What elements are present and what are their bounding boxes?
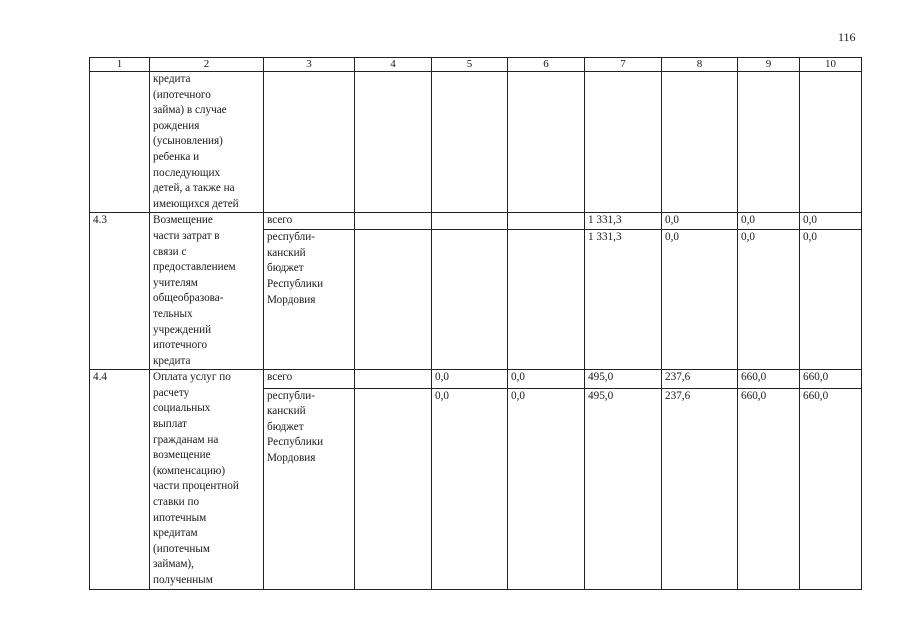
value-cell: 0,0 xyxy=(432,370,508,388)
value-cell: 660,0 xyxy=(800,388,862,589)
value-cell: 495,0 xyxy=(585,370,662,388)
value-cell xyxy=(432,213,508,230)
funding-source-cell: всего xyxy=(264,213,355,230)
empty-cell xyxy=(738,72,800,213)
value-cell: 495,0 xyxy=(585,388,662,589)
empty-cell xyxy=(432,72,508,213)
empty-cell xyxy=(264,72,355,213)
column-number-row xyxy=(90,58,862,72)
value-cell: 0,0 xyxy=(432,388,508,589)
value-cell: 660,0 xyxy=(738,388,800,589)
column-header: 4 xyxy=(355,58,432,72)
value-cell: 660,0 xyxy=(738,370,800,388)
column-header: 7 xyxy=(585,58,662,72)
table-row-4-4-total xyxy=(90,370,862,388)
value-cell xyxy=(355,370,432,388)
funding-source-cell: всего xyxy=(264,370,355,388)
value-cell: 0,0 xyxy=(738,213,800,230)
value-cell: 237,6 xyxy=(662,370,738,388)
column-header: 2 xyxy=(150,58,264,72)
empty-cell xyxy=(585,72,662,213)
value-cell: 0,0 xyxy=(508,370,585,388)
column-header: 9 xyxy=(738,58,800,72)
value-cell xyxy=(432,230,508,370)
value-cell: 0,0 xyxy=(662,230,738,370)
item-description-cell: кредита (ипотечного займа) в случае рождения (усыновления) ребенка и последующих детей, а также на имеющихся детей xyxy=(150,72,264,213)
item-number-cell: 4.3 xyxy=(90,213,150,370)
table-row-4-3-total xyxy=(90,213,862,230)
value-cell: 1 331,3 xyxy=(585,230,662,370)
value-cell: 0,0 xyxy=(800,230,862,370)
value-cell xyxy=(355,230,432,370)
value-cell xyxy=(508,230,585,370)
budget-table xyxy=(89,57,862,590)
value-cell: 660,0 xyxy=(800,370,862,388)
column-header: 10 xyxy=(800,58,862,72)
empty-cell xyxy=(355,72,432,213)
empty-cell xyxy=(800,72,862,213)
value-cell: 237,6 xyxy=(662,388,738,589)
column-header: 1 xyxy=(90,58,150,72)
funding-source-cell: республи- канский бюджет Республики Мордовия xyxy=(264,388,355,589)
value-cell: 0,0 xyxy=(800,213,862,230)
column-header: 6 xyxy=(508,58,585,72)
value-cell xyxy=(355,388,432,589)
item-description-cell: Оплата услуг по расчету социальных выплат гражданам на возмещение (компенсацию) части процентной ставки по ипотечным кредитам (ипотечным займам), полученным xyxy=(150,370,264,589)
budget-table-container xyxy=(89,57,862,590)
empty-cell xyxy=(508,72,585,213)
funding-source-cell: республи- канский бюджет Республики Мордовия xyxy=(264,230,355,370)
table-row-continuation xyxy=(90,72,862,213)
column-header: 8 xyxy=(662,58,738,72)
value-cell: 1 331,3 xyxy=(585,213,662,230)
page-number: 116 xyxy=(838,30,856,44)
value-cell: 0,0 xyxy=(738,230,800,370)
empty-cell xyxy=(662,72,738,213)
value-cell xyxy=(508,213,585,230)
value-cell: 0,0 xyxy=(508,388,585,589)
column-header: 5 xyxy=(432,58,508,72)
column-header: 3 xyxy=(264,58,355,72)
item-number-cell: 4.4 xyxy=(90,370,150,589)
item-number-cell xyxy=(90,72,150,213)
value-cell xyxy=(355,213,432,230)
value-cell: 0,0 xyxy=(662,213,738,230)
item-description-cell: Возмещение части затрат в связи с предоставлением учителям общеобразова- тельных учреждений ипотечного кредита xyxy=(150,213,264,370)
